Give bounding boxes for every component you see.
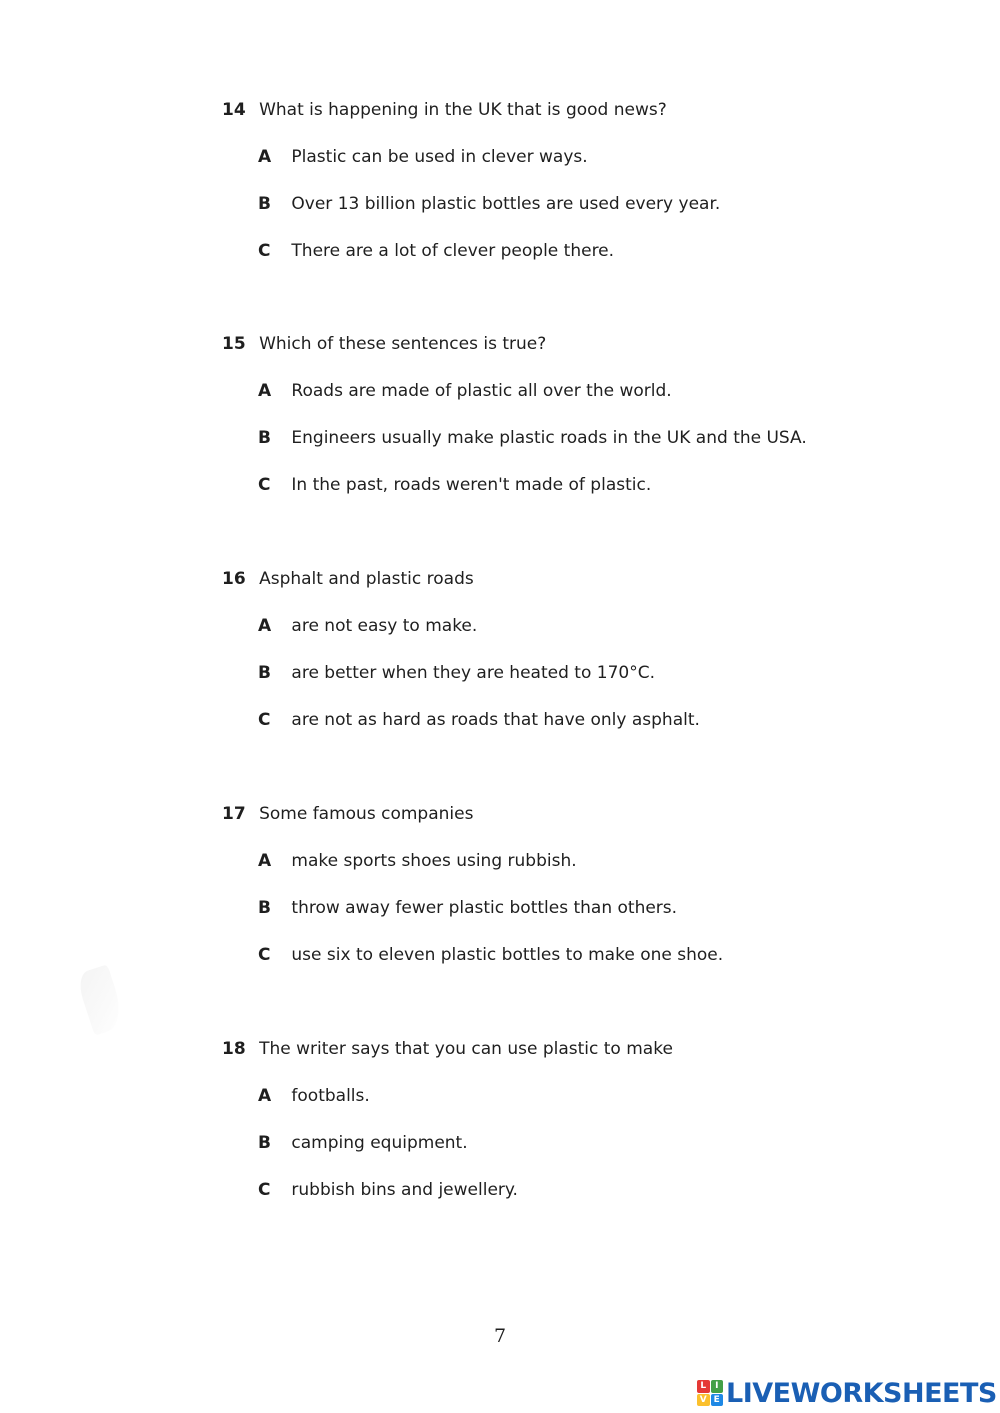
question-text: Some famous companies: [259, 804, 474, 824]
option-text: camping equipment.: [291, 1133, 468, 1153]
options-list: [222, 379, 922, 497]
option-letter: B: [258, 194, 271, 214]
option-a[interactable]: [258, 145, 922, 169]
option-letter: B: [258, 1133, 271, 1153]
option-letter: B: [258, 898, 271, 918]
option-text: Engineers usually make plastic roads in the UK and the USA.: [291, 428, 807, 448]
logo-tile-e: E: [711, 1394, 724, 1407]
question-15: [222, 332, 922, 497]
page-number: 7: [493, 1325, 507, 1347]
question-stem: [222, 98, 922, 122]
option-letter: C: [258, 1180, 271, 1200]
option-b[interactable]: [258, 896, 922, 920]
option-letter: A: [258, 1086, 272, 1106]
question-text: Asphalt and plastic roads: [259, 569, 474, 589]
option-text: are not easy to make.: [291, 616, 478, 636]
option-a[interactable]: [258, 379, 922, 403]
liveworksheets-brand[interactable]: [697, 1378, 997, 1408]
option-letter: A: [258, 381, 272, 401]
option-a[interactable]: [258, 1084, 922, 1108]
option-text: footballs.: [291, 1086, 370, 1106]
question-stem: [222, 1037, 922, 1061]
logo-tile-v: V: [697, 1394, 710, 1407]
option-c[interactable]: [258, 708, 922, 732]
option-c[interactable]: [258, 239, 922, 263]
options-list: [222, 145, 922, 263]
option-text: Roads are made of plastic all over the world.: [291, 381, 672, 401]
option-c[interactable]: [258, 1178, 922, 1202]
option-letter: C: [258, 710, 271, 730]
question-stem: [222, 332, 922, 356]
option-c[interactable]: [258, 943, 922, 967]
question-text: Which of these sentences is true?: [259, 334, 547, 354]
logo-tile-l: L: [697, 1380, 710, 1393]
question-stem: [222, 567, 922, 591]
option-text: In the past, roads weren't made of plastic.: [291, 475, 652, 495]
option-letter: B: [258, 428, 271, 448]
options-list: [222, 1084, 922, 1202]
question-17: [222, 802, 922, 967]
option-a[interactable]: [258, 614, 922, 638]
option-text: are better when they are heated to 170°C.: [291, 663, 655, 683]
option-text: are not as hard as roads that have only asphalt.: [291, 710, 700, 730]
logo-tile-i: I: [711, 1380, 724, 1393]
option-text: rubbish bins and jewellery.: [291, 1180, 518, 1200]
option-b[interactable]: [258, 661, 922, 685]
question-text: The writer says that you can use plastic to make: [259, 1039, 673, 1059]
question-number: 15: [222, 334, 246, 354]
option-text: There are a lot of clever people there.: [291, 241, 615, 261]
option-c[interactable]: [258, 473, 922, 497]
option-text: throw away fewer plastic bottles than others.: [291, 898, 678, 918]
question-number: 18: [222, 1039, 246, 1059]
option-text: Plastic can be used in clever ways.: [291, 147, 588, 167]
option-letter: A: [258, 147, 272, 167]
option-letter: A: [258, 851, 272, 871]
option-text: make sports shoes using rubbish.: [291, 851, 577, 871]
option-letter: A: [258, 616, 272, 636]
question-stem: [222, 802, 922, 826]
liveworksheets-logo-icon: [697, 1380, 723, 1406]
option-b[interactable]: [258, 192, 922, 216]
brand-wordmark: LIVEWORKSHEETS: [726, 1377, 997, 1409]
option-b[interactable]: [258, 1131, 922, 1155]
question-14: [222, 98, 922, 263]
option-text: Over 13 billion plastic bottles are used every year.: [291, 194, 721, 214]
options-list: [222, 614, 922, 732]
question-16: [222, 567, 922, 732]
question-number: 17: [222, 804, 246, 824]
options-list: [222, 849, 922, 967]
question-number: 14: [222, 100, 246, 120]
option-text: use six to eleven plastic bottles to make one shoe.: [291, 945, 724, 965]
question-number: 16: [222, 569, 246, 589]
option-letter: C: [258, 475, 271, 495]
question-text: What is happening in the UK that is good news?: [259, 100, 667, 120]
option-letter: C: [258, 945, 271, 965]
question-18: [222, 1037, 922, 1202]
option-a[interactable]: [258, 849, 922, 873]
option-letter: B: [258, 663, 271, 683]
option-letter: C: [258, 241, 271, 261]
faint-watermark-mark: [75, 964, 127, 1035]
option-b[interactable]: [258, 426, 922, 450]
